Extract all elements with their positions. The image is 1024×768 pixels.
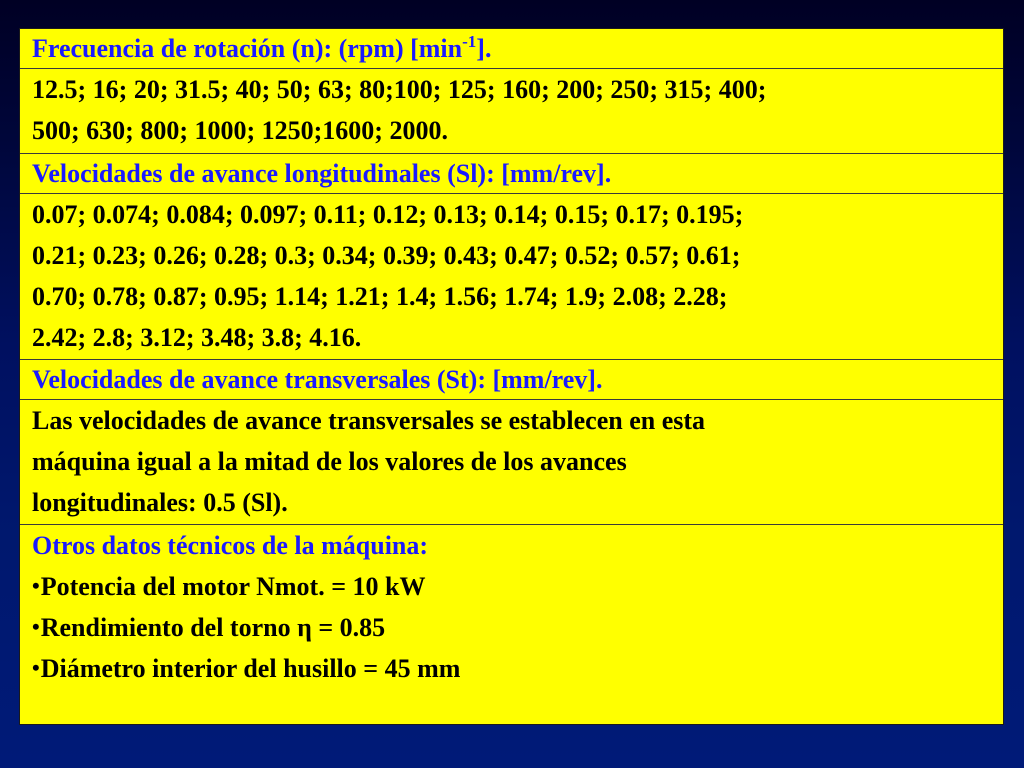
transversal-text-line-1: Las velocidades de avance transversales se establecen en esta xyxy=(32,406,706,435)
other-data-item-1 xyxy=(32,566,993,607)
rotation-values-line-1: 12.5; 16; 20; 31.5; 40; 50; 63; 80;100; 125; 160; 200; 250; 315; 400; xyxy=(32,75,767,104)
other-data-item-3-text: Diámetro interior del husillo = 45 mm xyxy=(40,654,461,683)
longitudinal-values-line-2: 0.21; 0.23; 0.26; 0.28; 0.3; 0.34; 0.39; 0.43; 0.47; 0.52; 0.57; 0.61; xyxy=(32,241,741,270)
other-data-item-1-text: Potencia del motor Nmot. = 10 kW xyxy=(40,572,426,601)
other-data-item-2-text: Rendimiento del torno η = 0.85 xyxy=(40,613,386,642)
longitudinal-values-line-3: 0.70; 0.78; 0.87; 0.95; 1.14; 1.21; 1.4; 1.56; 1.74; 1.9; 2.08; 2.28; xyxy=(32,282,728,311)
rotation-heading-suffix: ]. xyxy=(476,34,492,63)
other-data-item-2 xyxy=(32,607,993,648)
longitudinal-values-row xyxy=(20,194,1003,360)
other-data-heading: Otros datos técnicos de la máquina: xyxy=(32,531,429,560)
rotation-values-line-2: 500; 630; 800; 1000; 1250;1600; 2000. xyxy=(32,116,448,145)
bullet-icon: • xyxy=(32,573,40,598)
longitudinal-values-line-1: 0.07; 0.074; 0.084; 0.097; 0.11; 0.12; 0.13; 0.14; 0.15; 0.17; 0.195; xyxy=(32,200,744,229)
longitudinal-feed-heading-row xyxy=(20,154,1003,194)
rotation-frequency-heading xyxy=(32,29,993,67)
transversal-feed-heading-row xyxy=(20,360,1003,400)
other-data-row xyxy=(20,525,1003,724)
rotation-heading-prefix: Frecuencia de rotación (n): (rpm) [min xyxy=(32,34,463,63)
rotation-heading-exponent: -1 xyxy=(462,32,477,51)
bullet-icon: • xyxy=(32,614,40,639)
rotation-frequency-heading-row xyxy=(20,29,1003,69)
transversal-text-row xyxy=(20,400,1003,525)
machine-specs-table xyxy=(19,28,1004,725)
bullet-icon: • xyxy=(32,655,40,680)
transversal-text-line-3: longitudinales: 0.5 (Sl). xyxy=(32,488,288,517)
longitudinal-feed-heading: Velocidades de avance longitudinales (Sl): [mm/rev]. xyxy=(32,159,612,188)
transversal-feed-heading: Velocidades de avance transversales (St): [mm/rev]. xyxy=(32,365,603,394)
other-data-item-3 xyxy=(32,648,993,689)
longitudinal-values-line-4: 2.42; 2.8; 3.12; 3.48; 3.8; 4.16. xyxy=(32,323,362,352)
transversal-text-line-2: máquina igual a la mitad de los valores de los avances xyxy=(32,447,627,476)
rotation-values-row xyxy=(20,69,1003,154)
